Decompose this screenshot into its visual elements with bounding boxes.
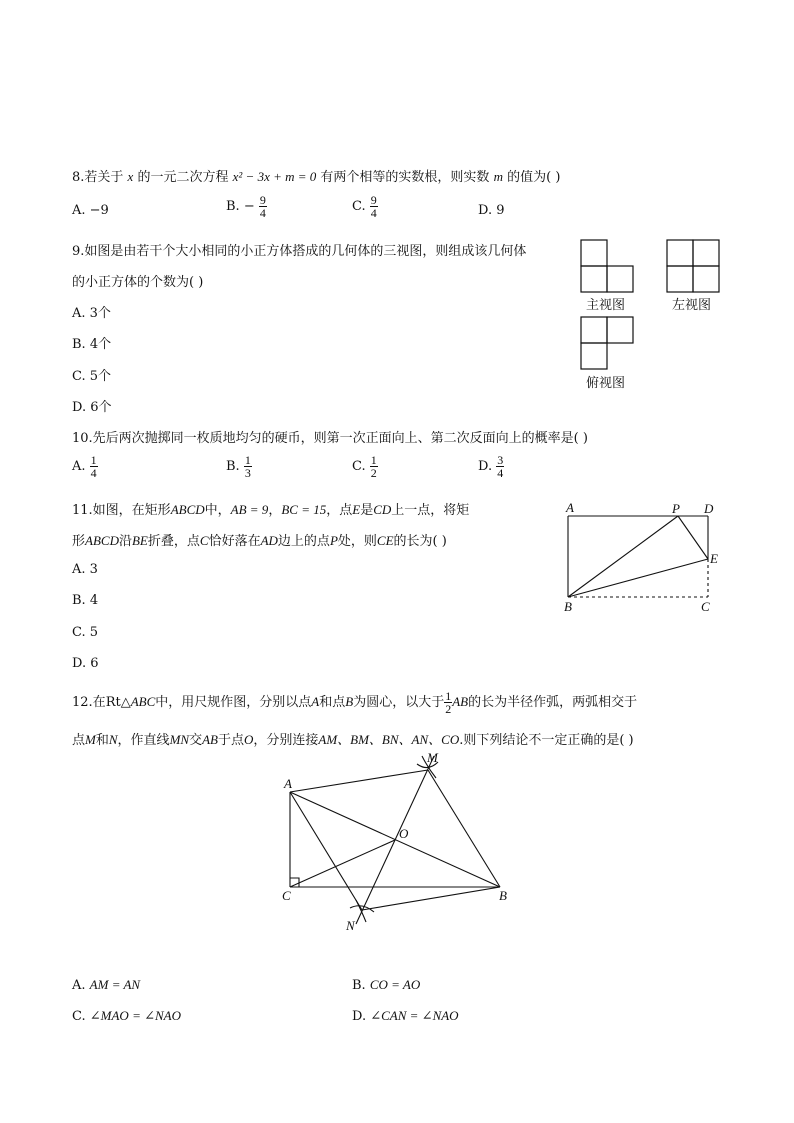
q11-rectangle-figure	[556, 496, 726, 618]
q10-stem: 10.先后两次抛掷同一枚质地均匀的硬币，则第一次正面向上、第二次反面向上的概率是( )	[72, 431, 588, 446]
segment-PE	[678, 516, 708, 559]
front-view-cell	[607, 266, 633, 292]
front-view-cell	[581, 240, 607, 266]
segment-BN	[362, 887, 500, 910]
label-B: B	[499, 888, 507, 903]
segment-MB	[428, 770, 500, 887]
q9-option-b: B. 4个	[72, 337, 112, 352]
segment-CO	[290, 840, 395, 887]
front-view-label: 主视图	[586, 297, 626, 312]
segment-BE	[568, 559, 708, 597]
q10-option-c: C. $\frac{1}{2}$	[352, 453, 377, 480]
label-A: A	[284, 776, 292, 791]
arc-N-2	[356, 900, 366, 922]
q12-option-a: A. AM = AN	[72, 977, 141, 993]
q11-stem-line2: 形ABCD沿BE折叠，点C恰好落在AD边上的点P处，则CE的长为( )	[72, 533, 447, 549]
q12-stem-line2: 点M和N，作直线MN交AB于点O，分别连接AM、BM、BN、AN、CO.则下列结论不一定正确的是( )	[72, 732, 634, 748]
left-view-cell	[667, 240, 693, 266]
q9-three-views-figure	[570, 232, 730, 397]
left-view-cell	[693, 266, 719, 292]
top-view-cell	[581, 317, 607, 343]
q12-option-b: B. CO = AO	[352, 977, 421, 993]
right-angle-mark	[290, 878, 299, 887]
q8-option-d: D. 9	[478, 203, 505, 218]
label-O: O	[399, 826, 409, 841]
segment-NA	[290, 792, 362, 910]
front-view-cell	[581, 266, 607, 292]
label-A: A	[566, 500, 574, 515]
q11-option-a: A. 3	[72, 562, 98, 577]
q8-option-a: A. −9	[72, 203, 109, 218]
label-B: B	[564, 599, 572, 614]
left-view-cell	[693, 240, 719, 266]
q8-stem: 8.若关于 x 的一元二次方程 x² − 3x + m = 0 有两个相等的实数根，则实数 m 的值为( )	[72, 169, 561, 185]
q10-option-a: A. $\frac{1}{4}$	[72, 453, 97, 480]
q11-option-c: C. 5	[72, 625, 99, 640]
label-P: P	[672, 501, 680, 516]
label-M: M	[427, 750, 438, 765]
q11-option-b: B. 4	[72, 593, 99, 608]
q8-option-b: B. − $\frac{9}{4}$	[226, 193, 266, 220]
q9-stem-line2: 的小正方体的个数为( )	[72, 275, 204, 290]
q8-equation: x² − 3x + m = 0	[232, 169, 317, 184]
q12-option-c: C. ∠MAO = ∠NAO	[72, 1008, 181, 1024]
q11-option-d: D. 6	[72, 656, 99, 671]
left-view-cell	[667, 266, 693, 292]
top-view-cell	[607, 317, 633, 343]
q10-option-d: D. $\frac{3}{4}$	[478, 453, 504, 480]
label-N: N	[346, 918, 355, 933]
q10-option-b: B. $\frac{1}{3}$	[226, 453, 251, 480]
top-view-label: 俯视图	[586, 375, 626, 390]
q12-option-d: D. ∠CAN = ∠NAO	[352, 1008, 459, 1024]
segment-BP	[568, 516, 678, 597]
q9-option-d: D. 6个	[72, 400, 112, 415]
top-view-cell	[581, 343, 607, 369]
segment-AM	[290, 770, 428, 792]
left-view-label: 左视图	[672, 297, 712, 312]
label-D: D	[704, 501, 714, 516]
q12-stem-line1: 12.在Rt△ABC中，用尺规作图，分别以点A和点B为圆心，以大于 $\frac{1}{2}$ AB的长为半径作弧，两弧相交于	[72, 689, 638, 716]
q9-stem-line1: 9.如图是由若干个大小相同的小正方体搭成的几何体的三视图，则组成该几何体	[72, 244, 527, 259]
label-E: E	[710, 551, 718, 566]
q12-construction-figure	[270, 742, 520, 942]
label-C: C	[701, 599, 710, 614]
q11-stem-line1: 11.如图，在矩形ABCD中，AB = 9，BC = 15，点E是CD上一点，将矩	[72, 502, 470, 518]
label-C: C	[282, 888, 291, 903]
q8-option-c: C. $\frac{9}{4}$	[352, 193, 377, 220]
q9-option-c: C. 5个	[72, 369, 112, 384]
q9-option-a: A. 3个	[72, 306, 111, 321]
